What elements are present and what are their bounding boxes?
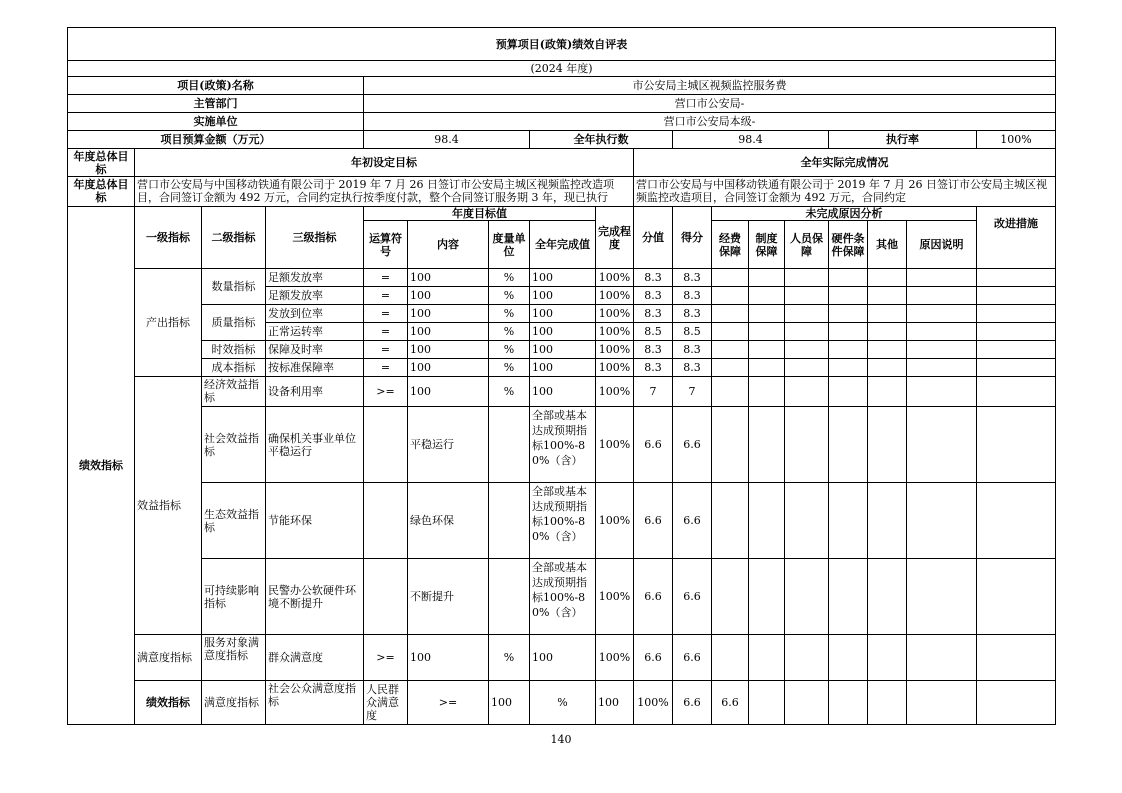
header-unit: 度量单位	[489, 221, 530, 269]
dept-label: 主管部门	[68, 95, 364, 113]
indicator-full-year: 100	[530, 341, 596, 359]
indicator-score-value: 6.6	[634, 407, 673, 483]
indicator-content: 100	[408, 635, 489, 681]
page-number: 140	[550, 733, 572, 746]
indicator-name: 足额发放率	[266, 269, 364, 287]
perf-indicator-label: 绩效指标	[68, 207, 135, 725]
header-op: 运算符号	[364, 221, 408, 269]
indicator-name: 发放到位率	[266, 305, 364, 323]
l2-quality: 质量指标	[202, 305, 266, 341]
indicator-score-value: 8.3	[634, 359, 673, 377]
header-target-group: 年度目标值	[364, 207, 596, 221]
project-name-value: 市公安局主城区视频监控服务费	[364, 77, 1056, 95]
l1-satisfaction-2: 满意度指标	[202, 681, 266, 725]
indicator-content: 100	[408, 359, 489, 377]
indicator-score: 6.6	[673, 483, 712, 559]
indicator-unit: %	[489, 287, 530, 305]
header-reason-group: 未完成原因分析	[712, 207, 977, 221]
indicator-op: =	[364, 359, 408, 377]
indicator-name: 设备利用率	[266, 377, 364, 407]
rate-label: 执行率	[829, 131, 977, 149]
indicator-content: 100	[408, 287, 489, 305]
goal-plan-header: 年初设定目标	[135, 149, 634, 177]
indicator-unit	[489, 483, 530, 559]
indicator-unit	[489, 407, 530, 483]
indicator-score-value: 6.6	[634, 559, 673, 635]
l2-quantity: 数量指标	[202, 269, 266, 305]
indicator-full-year: 100	[530, 635, 596, 681]
indicator-score-value: 6.6	[634, 483, 673, 559]
header-score: 得分	[673, 207, 712, 269]
header-reason-other: 其他	[868, 221, 907, 269]
indicator-completion: 100%	[596, 287, 634, 305]
indicator-name: 足额发放率	[266, 287, 364, 305]
indicator-full-year: 全部或基本达成预期指标100%-80%（含）	[530, 407, 596, 483]
indicator-name: 节能环保	[266, 483, 364, 559]
indicator-name: 群众满意度	[266, 635, 364, 681]
l1-benefit: 效益指标	[135, 377, 202, 635]
indicator-unit: %	[489, 269, 530, 287]
indicator-name: 按标准保障率	[266, 359, 364, 377]
indicator-op: =	[364, 323, 408, 341]
indicator-completion: 100%	[634, 681, 673, 725]
indicator-name: 确保机关事业单位平稳运行	[266, 407, 364, 483]
indicator-full-year: 100	[530, 377, 596, 407]
header-full-year: 全年完成值	[530, 221, 596, 269]
budget-value: 98.4	[364, 131, 530, 149]
indicator-content: 平稳运行	[408, 407, 489, 483]
indicator-completion: 100%	[596, 341, 634, 359]
indicator-content: 100	[408, 269, 489, 287]
header-reason-hardware: 硬件条件保障	[829, 221, 868, 269]
indicator-score-value: 8.3	[634, 341, 673, 359]
indicator-unit	[489, 559, 530, 635]
indicator-unit: %	[489, 359, 530, 377]
header-content: 内容	[408, 221, 489, 269]
l1-satisfaction: 满意度指标	[135, 635, 202, 681]
indicator-full-year: 100	[530, 323, 596, 341]
goal-actual-header: 全年实际完成情况	[634, 149, 1056, 177]
goal-label: 年度总体目标	[68, 177, 135, 207]
indicator-completion: 100%	[596, 559, 634, 635]
l1-output: 产出指标	[135, 269, 202, 377]
indicator-full-year: 100	[530, 269, 596, 287]
indicator-op	[364, 407, 408, 483]
l2-cost: 成本指标	[202, 359, 266, 377]
indicator-completion: 100%	[596, 359, 634, 377]
indicator-score: 8.5	[673, 323, 712, 341]
goal-actual-text: 营口市公安局与中国移动铁通有限公司于 2019 年 7 月 26 日签订市公安局主城区视频监控改造项目，合同签订金额为 492 万元，合同约定	[634, 177, 1056, 207]
indicator-name: 民警办公软硬件环境不断提升	[266, 559, 364, 635]
header-reason-fund: 经费保障	[712, 221, 749, 269]
indicator-content: 100	[408, 341, 489, 359]
indicator-name: 人民群众满意度	[364, 681, 408, 725]
indicator-full-year: 100	[530, 359, 596, 377]
indicator-score: 7	[673, 377, 712, 407]
indicator-unit: %	[530, 681, 596, 725]
indicator-score: 8.3	[673, 305, 712, 323]
page-title: 预算项目(政策)绩效自评表	[68, 28, 1056, 61]
indicator-score-value: 8.3	[634, 305, 673, 323]
l2-economic: 经济效益指标	[202, 377, 266, 407]
indicator-unit: %	[489, 635, 530, 681]
indicator-unit: %	[489, 323, 530, 341]
l2-sustainable: 可持续影响指标	[202, 559, 266, 635]
indicator-op: =	[364, 341, 408, 359]
goal-plan-text: 营口市公安局与中国移动铁通有限公司于 2019 年 7 月 26 日签订市公安局主城区视频监控改造项目，合同签订金额为 492 万元，合同约定执行按季度付款，整个合同签订服务期 3 年，现已执行	[135, 177, 634, 207]
indicator-op: >=	[364, 377, 408, 407]
budget-label: 项目预算金额（万元）	[68, 131, 364, 149]
indicator-completion: 100%	[596, 323, 634, 341]
indicator-score: 6.6	[673, 559, 712, 635]
indicator-full-year: 100	[530, 287, 596, 305]
header-score-value: 分值	[634, 207, 673, 269]
header-reason-staff: 人员保障	[785, 221, 829, 269]
indicator-content: 100	[408, 305, 489, 323]
indicator-name: 正常运转率	[266, 323, 364, 341]
exec-label: 全年执行数	[530, 131, 673, 149]
indicator-content: 绿色环保	[408, 483, 489, 559]
header-reason-note: 原因说明	[907, 221, 977, 269]
l2-social: 社会效益指标	[202, 407, 266, 483]
indicator-score-value: 7	[634, 377, 673, 407]
page-subtitle: (2024 年度)	[68, 61, 1056, 77]
indicator-content: 100	[408, 377, 489, 407]
indicator-op: >=	[364, 635, 408, 681]
indicator-unit: %	[489, 377, 530, 407]
indicator-name: 保障及时率	[266, 341, 364, 359]
self-evaluation-sheet	[67, 27, 1055, 725]
indicator-content: 不断提升	[408, 559, 489, 635]
indicator-completion: 100%	[596, 483, 634, 559]
indicator-score: 8.3	[673, 287, 712, 305]
indicator-score: 8.3	[673, 359, 712, 377]
indicator-score-value: 8.5	[634, 323, 673, 341]
exec-value: 98.4	[673, 131, 829, 149]
indicator-completion: 100%	[596, 635, 634, 681]
indicator-score: 8.3	[673, 269, 712, 287]
l2-ecological: 生态效益指标	[202, 483, 266, 559]
header-completion: 完成程度	[596, 207, 634, 269]
evaluation-table	[67, 27, 1056, 725]
header-improve: 改进措施	[977, 207, 1056, 269]
indicator-score: 6.6	[673, 635, 712, 681]
indicator-op: =	[364, 287, 408, 305]
l2-public-satisfaction: 社会公众满意度指标	[266, 681, 364, 725]
unit-value: 营口市公安局本级-	[364, 113, 1056, 131]
indicator-content: 100	[489, 681, 530, 725]
header-reason-system: 制度保障	[749, 221, 785, 269]
indicator-score-value: 6.6	[673, 681, 712, 725]
indicator-score-value: 6.6	[634, 635, 673, 681]
indicator-full-year: 100	[530, 305, 596, 323]
indicator-full-year: 全部或基本达成预期指标100%-80%（含）	[530, 559, 596, 635]
indicator-completion: 100%	[596, 377, 634, 407]
perf-indicator-label-2: 绩效指标	[135, 681, 202, 725]
header-l3: 三级指标	[266, 207, 364, 269]
indicator-completion: 100%	[596, 269, 634, 287]
indicator-op	[364, 559, 408, 635]
indicator-unit: %	[489, 305, 530, 323]
goal-label-header: 年度总体目标	[68, 149, 135, 177]
indicator-score-value: 8.3	[634, 287, 673, 305]
indicator-completion: 100%	[596, 305, 634, 323]
indicator-full-year: 全部或基本达成预期指标100%-80%（含）	[530, 483, 596, 559]
dept-value: 营口市公安局-	[364, 95, 1056, 113]
header-l1: 一级指标	[135, 207, 202, 269]
indicator-op: >=	[408, 681, 489, 725]
indicator-op: =	[364, 305, 408, 323]
indicator-score: 6.6	[673, 407, 712, 483]
indicator-op	[364, 483, 408, 559]
l2-service-satisfaction: 服务对象满意度指标	[202, 635, 266, 681]
indicator-completion: 100%	[596, 407, 634, 483]
indicator-full-year: 100	[596, 681, 634, 725]
header-l2: 二级指标	[202, 207, 266, 269]
indicator-content: 100	[408, 323, 489, 341]
indicator-unit: %	[489, 341, 530, 359]
rate-value: 100%	[977, 131, 1056, 149]
project-name-label: 项目(政策)名称	[68, 77, 364, 95]
indicator-score: 6.6	[712, 681, 749, 725]
indicator-score-value: 8.3	[634, 269, 673, 287]
unit-label: 实施单位	[68, 113, 364, 131]
l2-timeliness: 时效指标	[202, 341, 266, 359]
indicator-score: 8.3	[673, 341, 712, 359]
indicator-op: =	[364, 269, 408, 287]
